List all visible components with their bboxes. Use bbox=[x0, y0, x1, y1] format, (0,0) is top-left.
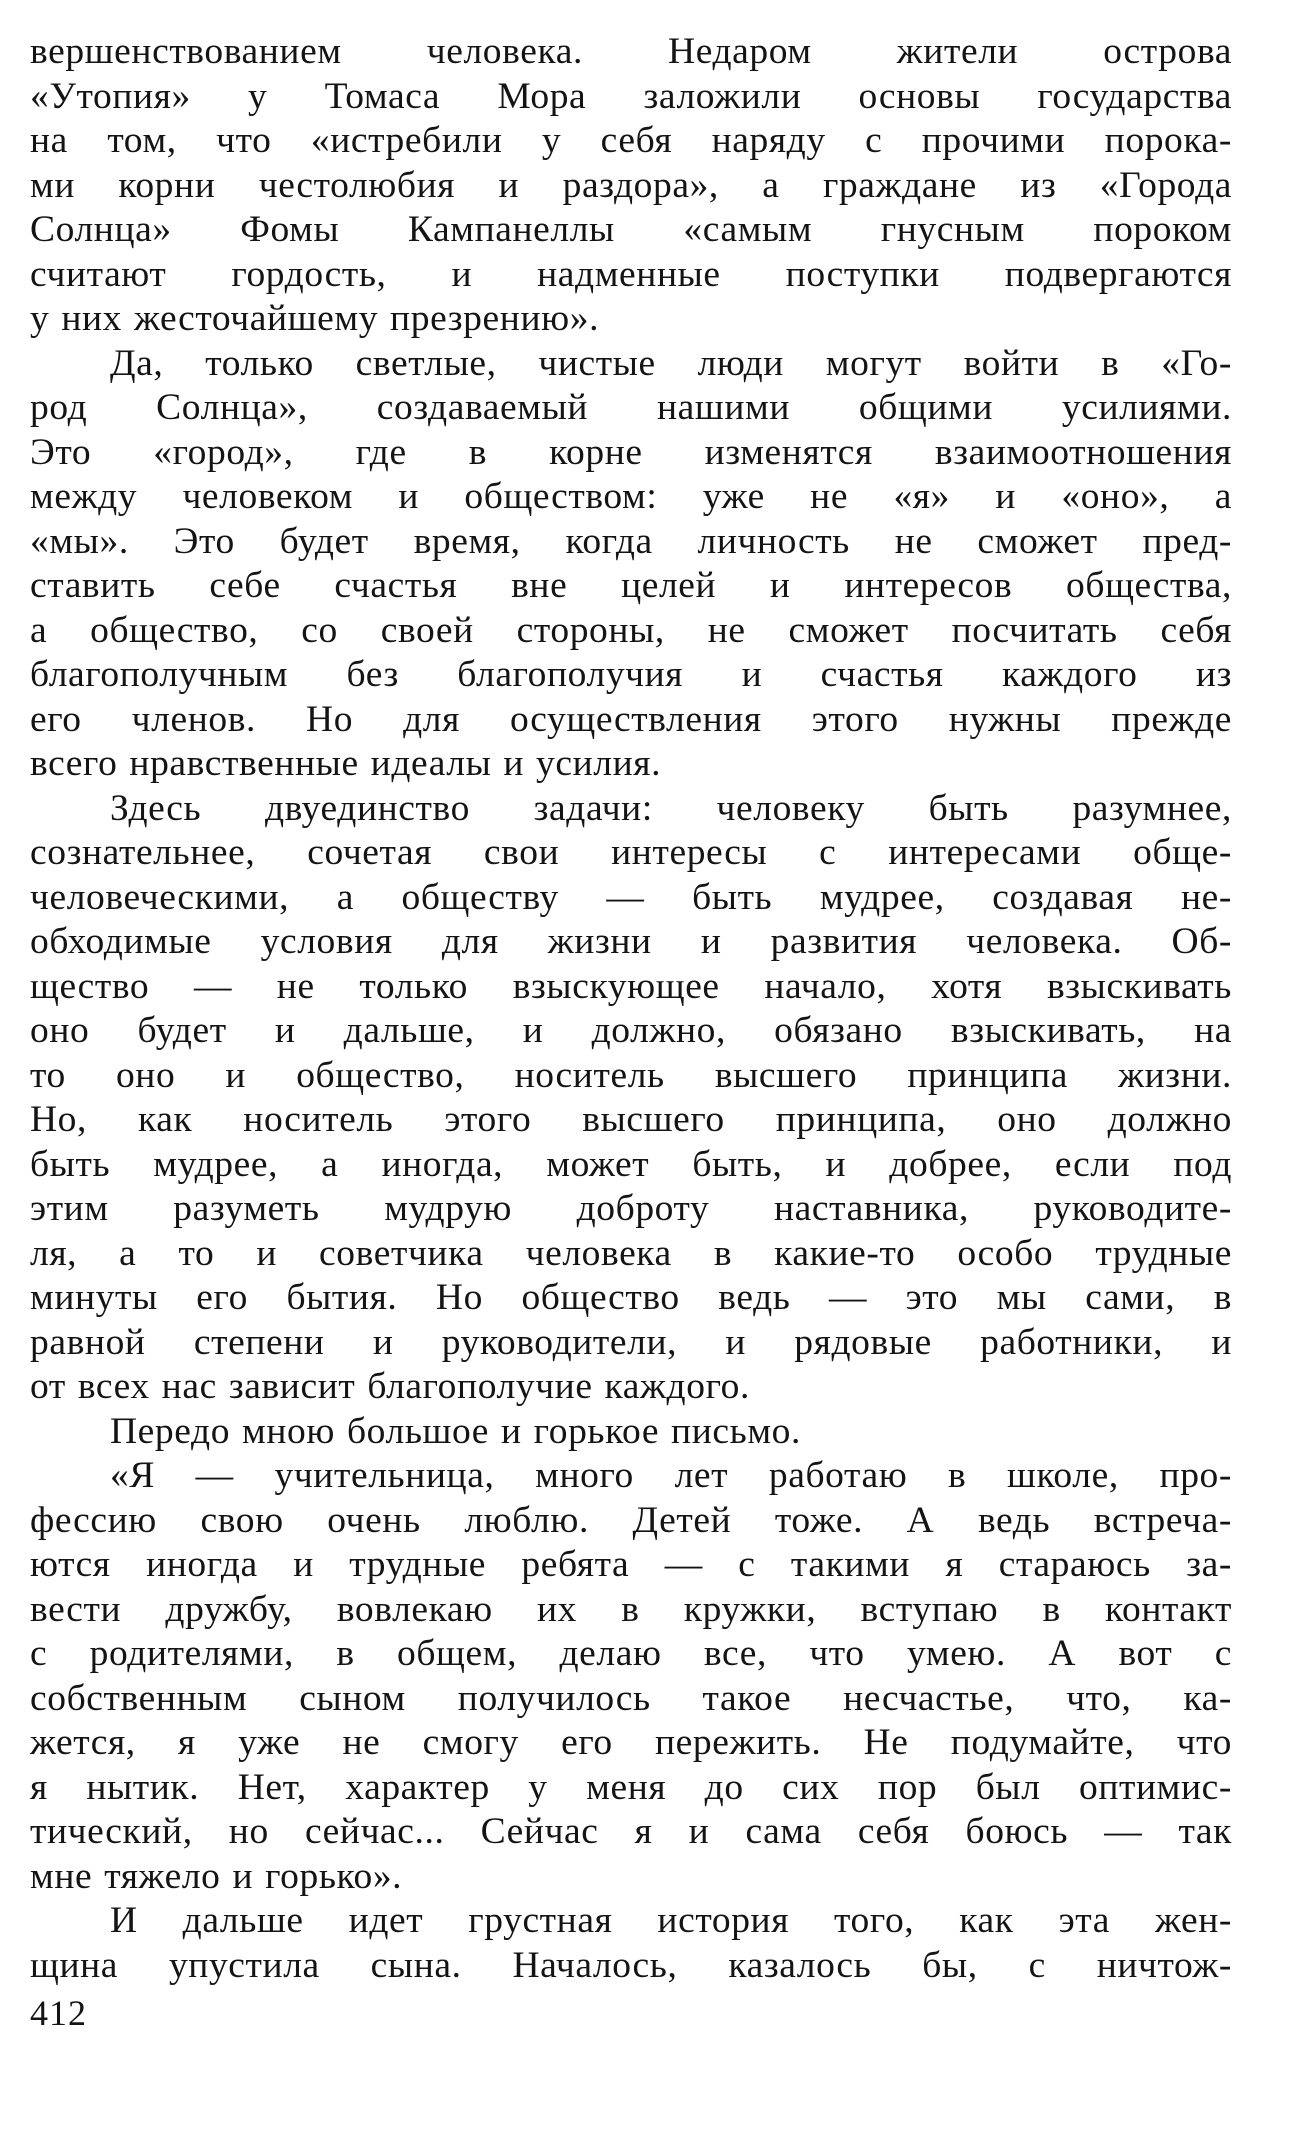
text-line: мне тяжело и горько». bbox=[30, 1855, 403, 1897]
text-line: вести дружбу, вовлекаю их в кружки, вступаю в контакт bbox=[30, 1588, 1232, 1630]
page-number: 412 bbox=[30, 1993, 87, 2033]
text-line: быть мудрее, а иногда, может быть, и добрее, если под bbox=[30, 1143, 1232, 1185]
text-line: «Я — учительница, много лет работаю в школе, про- bbox=[110, 1455, 1232, 1496]
book-page bbox=[30, 30, 1232, 1988]
text-line: от всех нас зависит благополучие каждого. bbox=[30, 1366, 750, 1407]
text-line: человеческими, а обществу — быть мудрее, создавая не- bbox=[30, 876, 1232, 918]
text-line: ставить себе счастья вне целей и интересов общества, bbox=[30, 565, 1232, 606]
text-line: равной степени и руководители, и рядовые работники, и bbox=[30, 1321, 1232, 1363]
text-line: щина упустила сына. Началось, казалось бы, с ничтож- bbox=[30, 1944, 1232, 1986]
text-line: фессию свою очень люблю. Детей тоже. А ведь встреча- bbox=[30, 1499, 1232, 1541]
text-line: вершенствованием человека. Недаром жители острова bbox=[30, 31, 1232, 72]
paragraph-3 bbox=[30, 787, 1232, 1410]
text-line: я нытик. Нет, характер у меня до сих пор был оптимис- bbox=[30, 1766, 1232, 1808]
text-line: «Утопия» у Томаса Мора заложили основы государства bbox=[30, 75, 1232, 117]
text-line: «мы». Это будет время, когда личность не сможет пред- bbox=[30, 520, 1232, 562]
text-line: благополучным без благополучия и счастья каждого из bbox=[30, 654, 1232, 695]
text-line: а общество, со своей стороны, не сможет посчитать себя bbox=[30, 609, 1232, 651]
text-line: род Солнца», создаваемый нашими общими усилиями. bbox=[30, 387, 1232, 428]
text-line: его членов. Но для осуществления этого нужны прежде bbox=[30, 698, 1232, 740]
text-line: то оно и общество, носитель высшего принципа жизни. bbox=[30, 1054, 1232, 1096]
text-line: на том, что «истребили у себя наряду с прочими порока- bbox=[30, 120, 1232, 161]
paragraph-1 bbox=[30, 30, 1232, 342]
text-line: жется, я уже не смогу его пережить. Не подумайте, что bbox=[30, 1722, 1232, 1763]
text-line: оно будет и дальше, и должно, обязано взыскивать, на bbox=[30, 1010, 1232, 1051]
paragraph-4 bbox=[30, 1410, 1232, 1455]
paragraph-6 bbox=[30, 1899, 1232, 1988]
text-line: всего нравственные идеалы и усилия. bbox=[30, 743, 662, 784]
text-line: тический, но сейчас... Сейчас я и сама себя боюсь — так bbox=[30, 1811, 1232, 1852]
text-line: между человеком и обществом: уже не «я» и «оно», а bbox=[30, 476, 1232, 517]
text-line: сознательнее, сочетая свои интересы с интересами обще- bbox=[30, 832, 1232, 873]
text-line: щество — не только взыскующее начало, хотя взыскивать bbox=[30, 965, 1232, 1007]
text-line: И дальше идет грустная история того, как эта жен- bbox=[110, 1900, 1232, 1941]
paragraph-5 bbox=[30, 1454, 1232, 1899]
text-line: минуты его бытия. Но общество ведь — это мы сами, в bbox=[30, 1277, 1232, 1318]
text-line: Но, как носитель этого высшего принципа, оно должно bbox=[30, 1099, 1232, 1140]
text-line: ются иногда и трудные ребята — с такими я стараюсь за- bbox=[30, 1544, 1232, 1585]
text-line: Это «город», где в корне изменятся взаимоотношения bbox=[30, 431, 1232, 473]
text-line: Да, только светлые, чистые люди могут войти в «Го- bbox=[110, 342, 1232, 384]
text-line: у них жесточайшему презрению». bbox=[30, 298, 600, 339]
text-line: ми корни честолюбия и раздора», а граждане из «Города bbox=[30, 164, 1232, 206]
text-line: обходимые условия для жизни и развития человека. Об- bbox=[30, 921, 1232, 962]
text-line: считают гордость, и надменные поступки подвергаются bbox=[30, 253, 1232, 295]
text-line: Солнца» Фомы Кампанеллы «самым гнусным пороком bbox=[30, 209, 1232, 250]
text-line: собственным сыном получилось такое несчастье, что, ка- bbox=[30, 1677, 1232, 1719]
text-line: Передо мною большое и горькое письмо. bbox=[110, 1410, 801, 1452]
text-line: ля, а то и советчика человека в какие-то особо трудные bbox=[30, 1232, 1232, 1274]
text-line: Здесь двуединство задачи: человеку быть разумнее, bbox=[110, 787, 1232, 829]
paragraph-2 bbox=[30, 342, 1232, 787]
text-line: с родителями, в общем, делаю все, что умею. А вот с bbox=[30, 1633, 1232, 1674]
text-line: этим разуметь мудрую доброту наставника, руководите- bbox=[30, 1188, 1232, 1229]
